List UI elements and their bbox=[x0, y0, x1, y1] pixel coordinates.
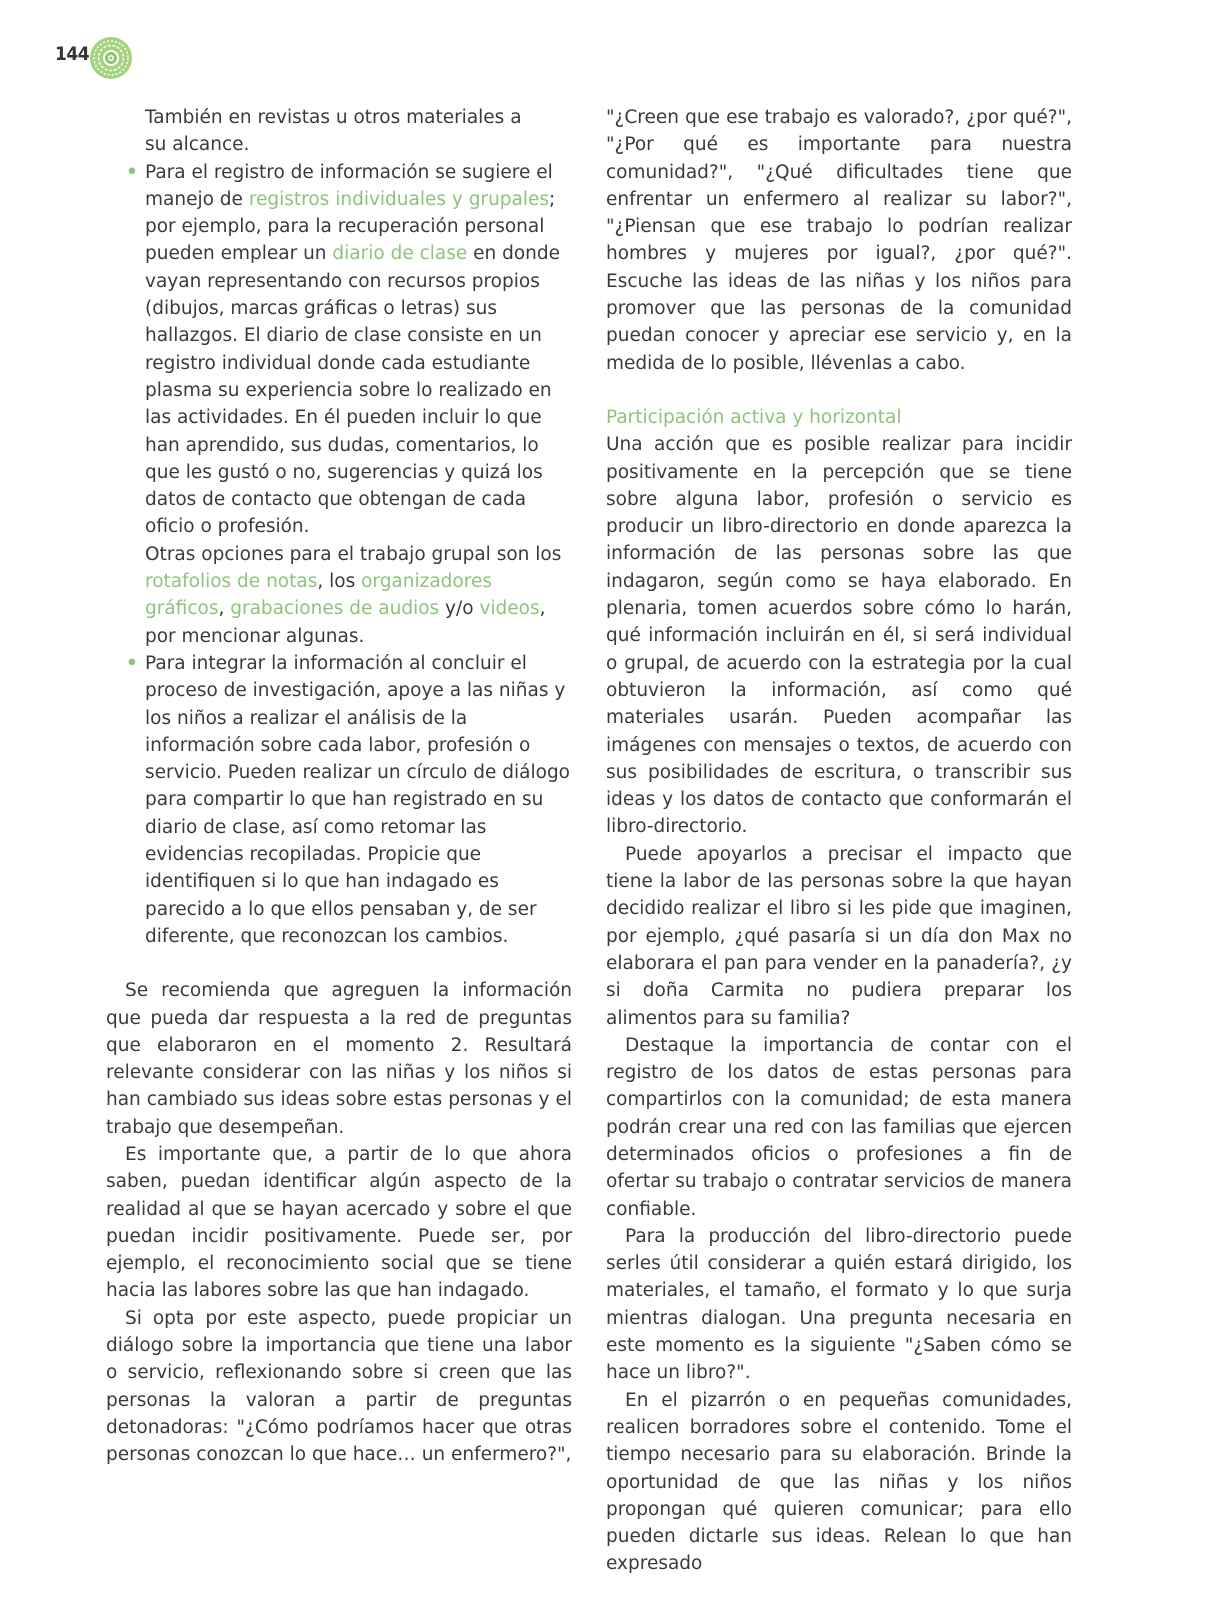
left-column bbox=[106, 104, 572, 1469]
page-number: 144 bbox=[55, 43, 90, 65]
highlight-term: grabaciones de audios bbox=[230, 598, 440, 620]
continuation-text: También en revistas u otros materiales a su alcance. bbox=[145, 107, 522, 156]
right-column bbox=[606, 104, 1072, 1578]
bullet-dot-icon: • bbox=[126, 161, 138, 183]
paragraph: "¿Creen que ese trabajo es valorado?, ¿por qué?", "¿Por qué es importante para nuestra comunidad?", "¿Qué dificultades tiene que enfrentar un enfermero al realizar su labor?", "¿Piensan que ese trabajo lo podrían realizar hombres y mujeres por igual?, ¿por qué?". Escuche las ideas de las niñas y los niños para promover que las personas de la comunidad puedan conocer y apreciar ese servicio y, en la medida de lo posible, llévenlas a cabo. bbox=[606, 107, 1072, 374]
green-flower-emblem-icon bbox=[89, 36, 133, 80]
highlight-term: registros individuales y grupales bbox=[248, 188, 550, 210]
highlight-term: videos bbox=[479, 598, 540, 620]
group-options-text: Otras opciones para el trabajo grupal son los rotafolios de notas, los organizadores gráficos, grabaciones de audios y/o videos, por mencionar algunas. bbox=[145, 543, 562, 647]
paragraph: Una acción que es posible realizar para incidir positivamente en la percepción que se tiene sobre alguna labor, profesión o servicio es producir un libro-directorio en donde aparezca la información de las personas sobre las que indagaron, según como se haya elaborado. En plenaria, tomen acuerdos sobre cómo lo harán, qué información incluirán en él, si será individual o grupal, de acuerdo con la estrategia por la cual obtuvieron la información, así como qué materiales usarán. Pueden acompañar las imágenes con mensajes o textos, de acuerdo con sus posibilidades de escritura, o transcribir sus ideas y los datos de contacto que conformarán el libro-directorio. bbox=[606, 434, 1072, 838]
paragraph: En el pizarrón o en pequeñas comunidades, realicen borradores sobre el contenido. Tome el tiempo necesario para su elaboración. Brinde la oportunidad de que las niñas y los niños propongan qué quieren comunicar; para ello pueden dictarle sus ideas. Relean lo que han expresado bbox=[606, 1389, 1072, 1575]
highlight-term: organizadores gráficos bbox=[145, 571, 492, 620]
paragraph: Se recomienda que agreguen la información que pueda dar respuesta a la red de preguntas que elaboraron en el momento 2. Resultará relevante considerar con las niñas y los niños si han cambiado sus ideas sobre estas personas y el trabajo que desempeñan. bbox=[106, 980, 572, 1138]
paragraph: Puede apoyarlos a precisar el impacto que tiene la labor de las personas sobre la que hayan decidido realizar el libro si les pide que imaginen, por ejemplo, ¿qué pasaría si un día don Max no elaborara el pan para vender en la panadería?, ¿y si doña Carmita no pudiera preparar los alimentos para su familia? bbox=[606, 843, 1072, 1029]
bullet-dot-icon: • bbox=[126, 652, 138, 674]
bullet-item-integrar: • Para integrar la información al concluir el proceso de investigación, apoye a las niñas y los niños a realizar el análisis de la información sobre cada labor, profesión o servicio. Pueden realizar un círculo de diálogo para compartir lo que han registrado en su diario de clase, así como retomar las evidencias recopiladas. Propicie que identifiquen si lo que han indagado es parecido a lo que ellos pensaban y, de ser diferente, que reconozcan los cambios. bbox=[106, 650, 572, 950]
highlight-term: diario de clase bbox=[332, 243, 468, 265]
bullet-list bbox=[106, 159, 572, 541]
bullet-list bbox=[106, 650, 572, 950]
paragraph: Destaque la importancia de contar con el registro de los datos de estas personas para compartirlos con la comunidad; de esta manera podrán crear una red con las familias que ejercen determinados oficios o profesiones a fin de ofertar su trabajo o contratar servicios de manera confiable. bbox=[606, 1034, 1072, 1220]
section-heading: Participación activa y horizontal bbox=[606, 406, 902, 428]
paragraph: Es importante que, a partir de lo que ahora saben, puedan identificar algún aspecto de la realidad al que se hayan acercado y sobre el que puedan incidir positivamente. Puede ser, por ejemplo, el reconocimiento social que se tiene hacia las labores sobre las que han indagado. bbox=[106, 1143, 572, 1302]
highlight-term: rotafolios de notas bbox=[145, 571, 318, 593]
bullet-item-registro: • Para el registro de información se sugiere el manejo de registros individuales y grupales; por ejemplo, para la recuperación personal pueden emplear un diario de clase en donde vayan representando con recursos propios (dibujos, marcas gráficas o letras) sus hallazgos. El diario de clase consiste en un registro individual donde cada estudiante plasma su experiencia sobre lo realizado en las actividades. En él pueden incluir lo que han aprendido, sus dudas, comentarios, lo que les gustó o no, sugerencias y quizá los datos de contacto que obtengan de cada oficio o profesión. bbox=[106, 159, 572, 541]
paragraph: Para la producción del libro-directorio puede serles útil considerar a quién estará dirigido, los materiales, el tamaño, el formato y lo que surja mientras dialogan. Una pregunta necesaria en este momento es la siguiente "¿Saben cómo se hace un libro?". bbox=[606, 1225, 1072, 1384]
paragraph: Si opta por este aspecto, puede propiciar un diálogo sobre la importancia que tiene una labor o servicio, reflexionando sobre si creen que las personas la valoran a partir de preguntas detonadoras: "¿Cómo podríamos hacer que otras personas conozcan lo que hace… un enfermero?", bbox=[106, 1307, 572, 1466]
